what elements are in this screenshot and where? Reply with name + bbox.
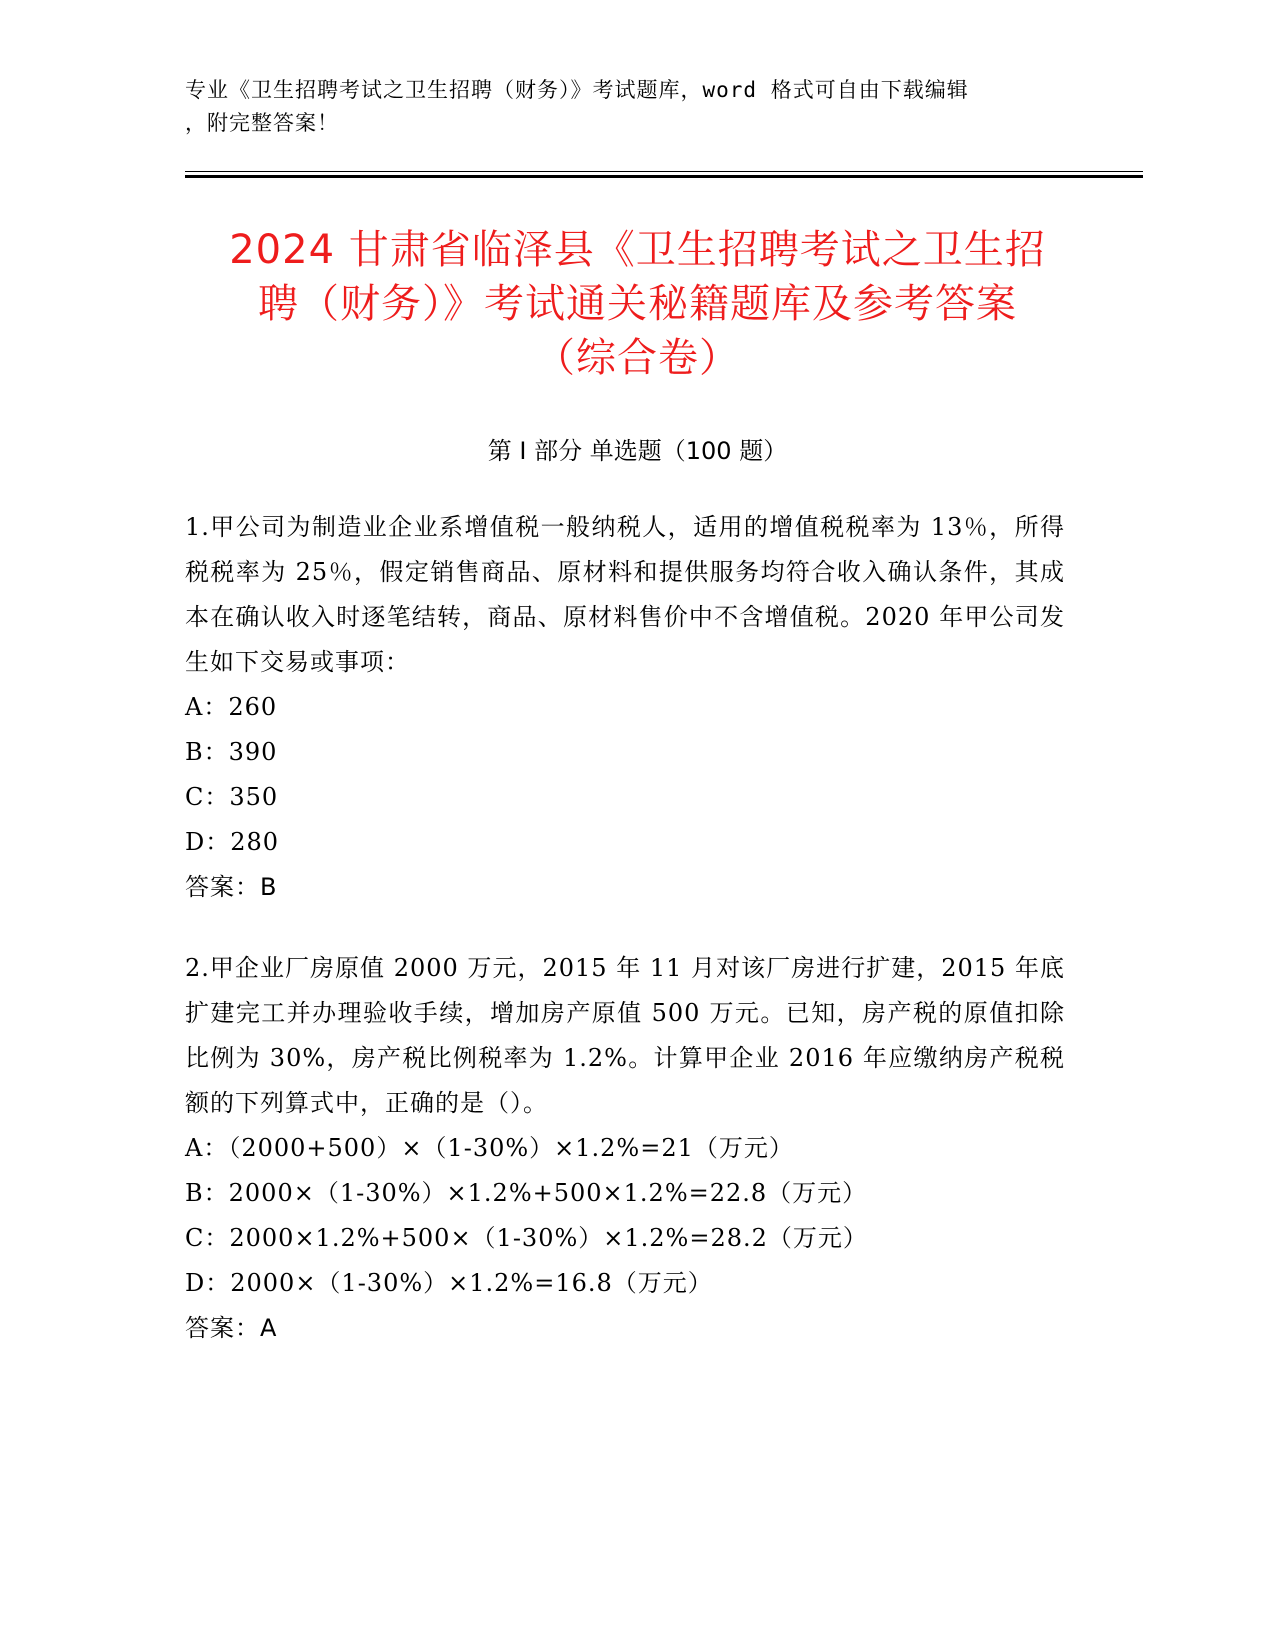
option-d: D：2000×（1-30%）×1.2%=16.8（万元） xyxy=(185,1269,713,1297)
question-stem: 2.甲企业厂房原值 2000 万元，2015 年 11 月对该厂房进行扩建，2015 年底扩建完工并办理验收手续，增加房产原值 500 万元。已知，房产税的原值扣除比例为 30%，房产税比例税率为 1.2%。计算甲企业 2016 年应缴纳房产税税额的下列算式中，正确的是（）。 xyxy=(185,954,1065,1117)
option-b: B：2000×（1-30%）×1.2%+500×1.2%=22.8（万元） xyxy=(185,1179,868,1207)
title-line-1: 2024 甘肃省临泽县《卫生招聘考试之卫生招 xyxy=(229,227,1046,273)
option-a: A：（2000+500）×（1-30%）×1.2%=21（万元） xyxy=(185,1134,794,1162)
header-note-line-1: 专业《卫生招聘考试之卫生招聘（财务）》考试题库，word 格式可自由下载编辑 xyxy=(185,78,969,102)
header-rule-thin xyxy=(185,171,1143,172)
option-a: A：260 xyxy=(185,693,278,721)
header-note-line-2: ，附完整答案！ xyxy=(185,111,339,135)
option-d: D：280 xyxy=(185,828,280,856)
header-rule-thick xyxy=(185,175,1143,178)
option-c: C：2000×1.2%+500×（1-30%）×1.2%=28.2（万元） xyxy=(185,1224,868,1252)
option-b: B：390 xyxy=(185,738,278,766)
question-2 xyxy=(185,946,1065,1351)
option-c: C：350 xyxy=(185,783,279,811)
title-line-3: （综合卷） xyxy=(535,335,740,381)
question-stem: 1.甲公司为制造业企业系增值税一般纳税人，适用的增值税税率为 13％，所得税税率为 25％，假定销售商品、原材料和提供服务均符合收入确认条件，其成本在确认收入时逐笔结转，商品、原材料售价中不含增值税。2020 年甲公司发生如下交易或事项： xyxy=(185,513,1065,676)
document-title xyxy=(170,223,1105,385)
title-line-2: 聘（财务）》考试通关秘籍题库及参考答案 xyxy=(258,281,1017,327)
header-note xyxy=(185,74,1065,140)
question-1 xyxy=(185,505,1065,910)
answer: 答案：A xyxy=(185,1314,278,1342)
answer: 答案：B xyxy=(185,873,278,901)
section-heading: 第 I 部分 单选题（100 题） xyxy=(487,437,788,465)
